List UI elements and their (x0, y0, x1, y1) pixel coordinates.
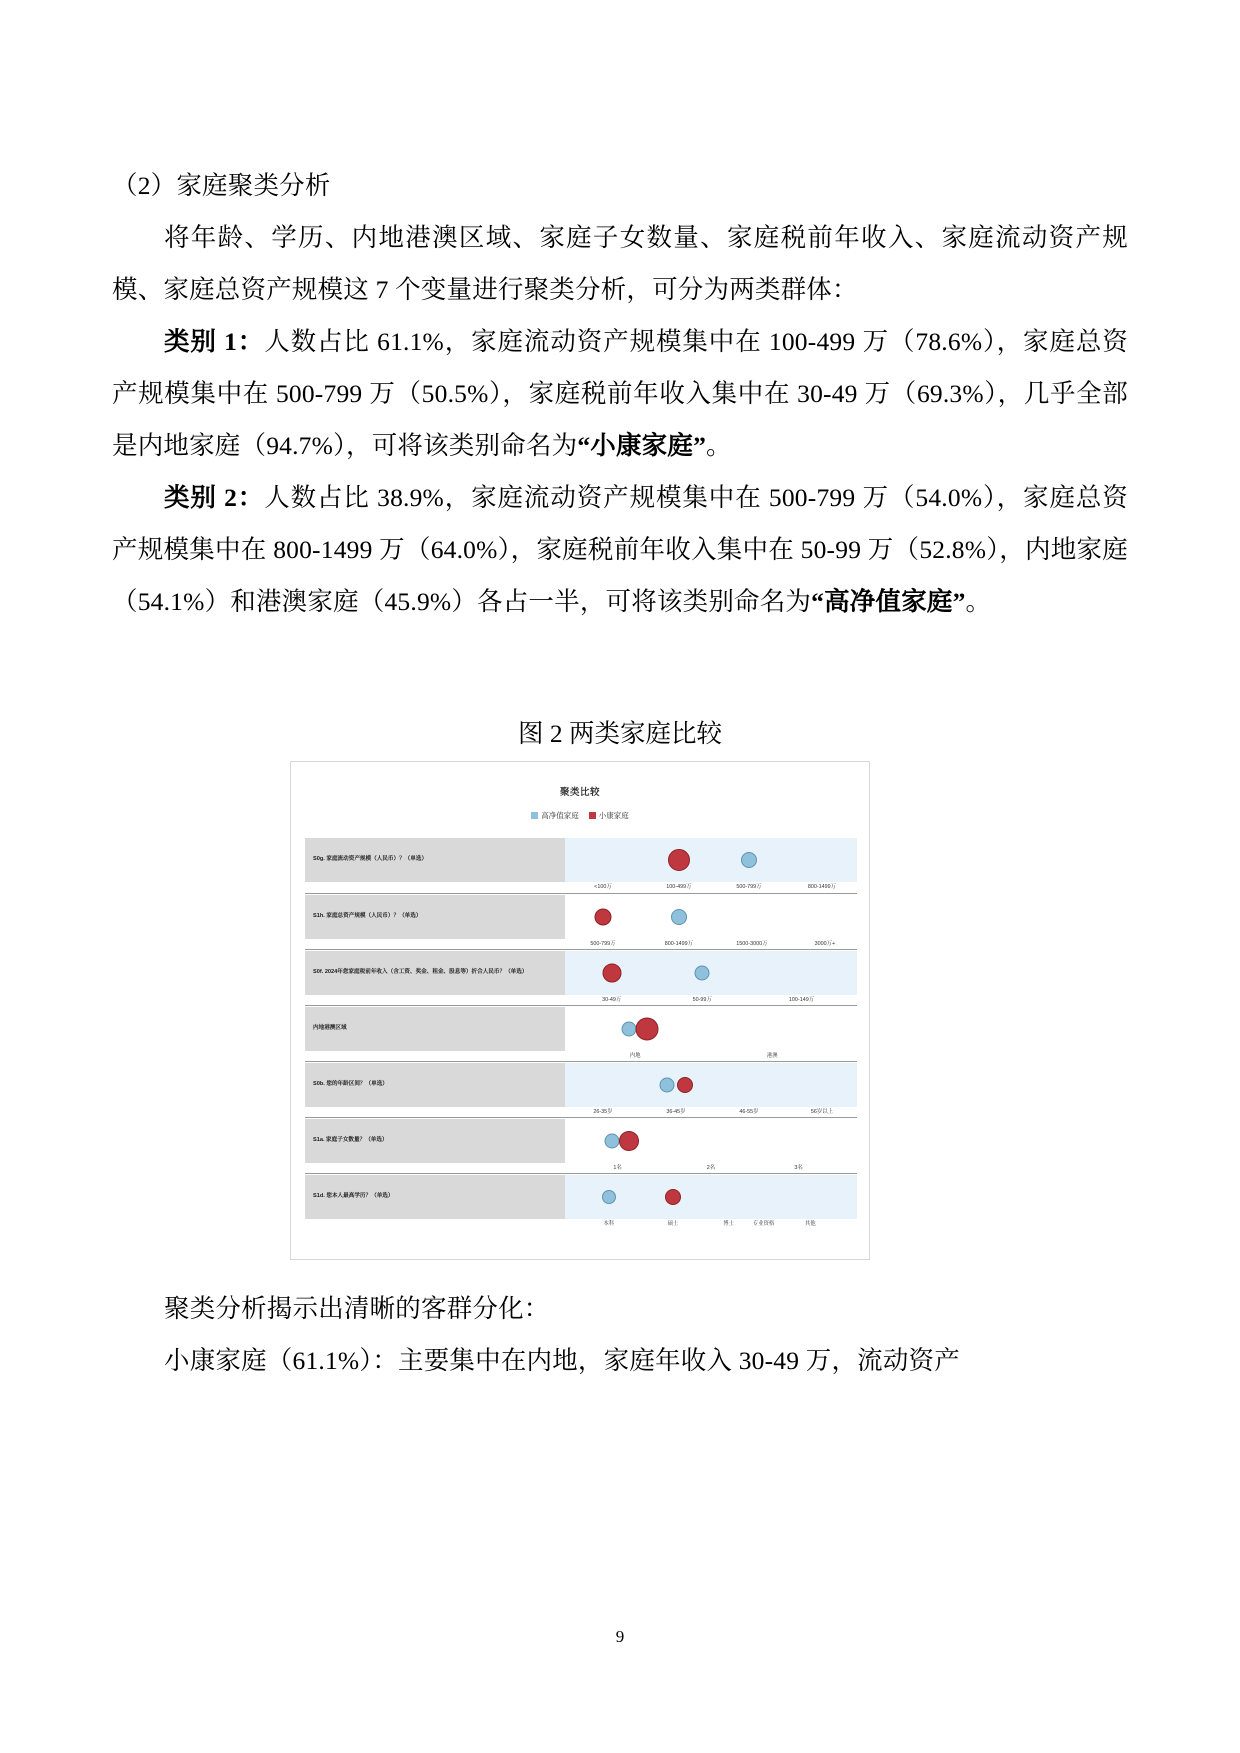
axis-tick-label: 100-149万 (788, 997, 815, 1003)
chart-row (305, 949, 857, 1005)
chart-row-plot (565, 895, 857, 939)
chart-row-label: S1a. 家庭子女数量？（单选） (305, 1119, 565, 1163)
chart-row-plot (565, 951, 857, 995)
axis-tick-label: 500-799万 (590, 941, 616, 947)
cluster-comparison-chart (290, 761, 870, 1260)
chart-row-band (305, 1119, 857, 1163)
axis-tick-label: 800-1499万 (664, 941, 693, 947)
chart-row-label: S1d. 您本人最高学历？（单选） (305, 1175, 565, 1219)
axis-tick-label: 港澳 (766, 1053, 778, 1059)
chart-row (305, 1117, 857, 1173)
axis-tick-label: 1名 (613, 1165, 622, 1171)
chart-row-label: 内地港澳区域 (305, 1007, 565, 1051)
data-bubble[interactable] (660, 1078, 675, 1093)
intro-paragraph: 将年龄、学历、内地港澳区域、家庭子女数量、家庭税前年收入、家庭流动资产规模、家庭总资产规模这 7 个变量进行聚类分析，可分为两类群体： (112, 223, 1128, 304)
figure-caption: 图 2 两类家庭比较 (517, 719, 722, 748)
chart-row (305, 1173, 857, 1229)
cluster1-name: “小康家庭” (577, 431, 707, 460)
axis-tick-label: 2名 (706, 1165, 716, 1171)
cluster2-name: “高净值家庭” (811, 587, 966, 616)
chart-title: 聚类比较 (559, 787, 600, 798)
chart-row-plot (565, 1119, 857, 1163)
axis-tick-label: 500-799万 (736, 884, 762, 890)
axis-tick-label: 3000万+ (814, 941, 836, 947)
axis-tick-label: 硕士 (667, 1221, 679, 1227)
chart-row-label: S0b. 您的年龄区间？（单选） (305, 1063, 565, 1107)
cluster1-label: 类别 1： (164, 327, 265, 356)
legend-label: 高净值家庭 (541, 811, 579, 820)
data-bubble[interactable] (668, 849, 690, 871)
cluster2-tail: 。 (965, 587, 992, 616)
axis-tick-label: 博士 (723, 1221, 734, 1227)
data-bubble[interactable] (602, 1190, 616, 1204)
chart-row-label: S1h. 家庭总资产规模（人民币）？（单选） (305, 895, 565, 939)
data-bubble[interactable] (635, 1018, 658, 1041)
legend-item[interactable] (589, 810, 629, 821)
axis-tick-label: <100万 (594, 884, 612, 890)
axis-tick-label: 30-49万 (602, 997, 622, 1003)
cluster2-text: 人数占比 38.9%，家庭流动资产规模集中在 500-799 万（54.0%），家庭总资产规模集中在 800-1499 万（64.0%），家庭税前年收入集中在 50-99 万（52.8%），内地家庭（54.1%）和港澳家庭（45.9%）各占一半，可将该类别命名为 (112, 483, 1128, 616)
legend-item[interactable] (531, 810, 579, 821)
legend-swatch-icon (589, 812, 596, 819)
chart-row (305, 1061, 857, 1117)
chart-row-label: S0f. 2024年您家庭税前年收入（含工资、奖金、租金、股息等）折合人民币？（单选） (305, 951, 565, 995)
data-bubble[interactable] (677, 1077, 693, 1093)
axis-tick-label: 46-55岁 (739, 1109, 759, 1115)
chart-row-plot (565, 1175, 857, 1219)
legend-label: 小康家庭 (598, 811, 629, 820)
cluster2-paragraph (112, 472, 1128, 628)
chart-row (305, 893, 857, 949)
page-number: 9 (615, 1627, 625, 1646)
data-bubble[interactable] (594, 909, 611, 926)
chart-row-axis (565, 882, 857, 893)
data-bubble[interactable] (695, 966, 710, 981)
chart-row-band (305, 951, 857, 995)
axis-tick-label: 800-1499万 (807, 884, 837, 890)
document-footer-text (112, 1283, 1128, 1387)
axis-tick-label: 内地 (629, 1053, 641, 1059)
data-bubble[interactable] (619, 1131, 639, 1151)
data-bubble[interactable] (741, 852, 757, 868)
chart-rows (291, 837, 869, 1229)
chart-row-plot (565, 838, 857, 882)
axis-tick-label: 专业资格 (752, 1221, 775, 1227)
axis-tick-label: 26-35岁 (593, 1109, 613, 1115)
chart-row-band (305, 1063, 857, 1107)
legend-swatch-icon (531, 812, 538, 819)
chart-row (305, 837, 857, 893)
axis-tick-label: 50-99万 (692, 997, 712, 1003)
cluster1-paragraph (112, 316, 1128, 472)
data-bubble[interactable] (604, 1134, 619, 1149)
axis-tick-label: 56岁以上 (810, 1109, 834, 1115)
data-bubble[interactable] (602, 964, 621, 983)
axis-tick-label: 36-45岁 (666, 1109, 686, 1115)
data-bubble[interactable] (671, 909, 687, 925)
chart-row-plot (565, 1007, 857, 1051)
chart-row-axis (565, 1219, 857, 1230)
axis-tick-label: 100-499万 (666, 884, 692, 890)
chart-row-label: S0g. 家庭流动资产规模（人民币）？（单选） (305, 838, 565, 882)
after-figure-line1: 聚类分析揭示出清晰的客群分化： (164, 1294, 550, 1323)
cluster1-text: 人数占比 61.1%，家庭流动资产规模集中在 100-499 万（78.6%），家庭总资产规模集中在 500-799 万（50.5%），家庭税前年收入集中在 30-49 万（69.3%），几乎全部是内地家庭（94.7%），可将该类别命名为 (112, 327, 1128, 460)
chart-row-band (305, 838, 857, 882)
axis-tick-label: 3名 (794, 1165, 803, 1171)
axis-tick-label: 1500-3000万 (736, 941, 768, 947)
chart-row-band (305, 895, 857, 939)
axis-tick-label: 本科 (603, 1221, 615, 1227)
chart-row-band (305, 1175, 857, 1219)
document-body (112, 160, 1128, 628)
chart-row-band (305, 1007, 857, 1051)
chart-legend (291, 810, 869, 821)
after-figure-line2: 小康家庭（61.1%）：主要集中在内地，家庭年收入 30-49 万，流动资产 (164, 1346, 960, 1375)
cluster1-tail: 。 (706, 431, 732, 460)
axis-tick-label: 其他 (804, 1221, 816, 1227)
cluster2-label: 类别 2： (164, 483, 265, 512)
chart-row (305, 1005, 857, 1061)
chart-row-plot (565, 1063, 857, 1107)
data-bubble[interactable] (665, 1189, 681, 1205)
section-heading: （2）家庭聚类分析 (112, 171, 331, 200)
